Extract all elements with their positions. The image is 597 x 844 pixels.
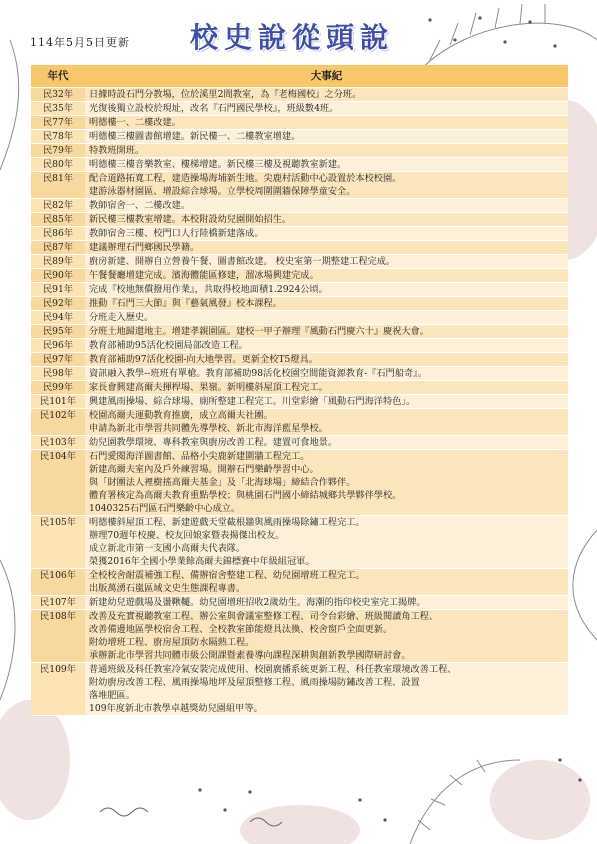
event-line: 廚房新建、開辦自立營養午餐、圖書館改建。 校史室第一期整建工程完成。 — [89, 256, 396, 267]
event-line: 與「財團法人裡樹搖高爾夫基金」及「北海球場」締結合作夥伴。 — [89, 477, 356, 488]
year-cell: 民32年 — [31, 88, 85, 102]
table-row — [31, 227, 568, 241]
table-row — [31, 610, 568, 663]
event-line: 新建高爾夫室內及戶外練習場。開辦石門樂齡學習中心。 — [89, 464, 319, 475]
events-cell — [85, 381, 568, 395]
event-line: 資訊融入教學--班班有單槍。教育部補助98活化校園空間能資源教育-『石門船奇』。 — [89, 368, 427, 379]
event-line: 明德樓斜屋頂工程、新建遊戲天堂截根牆與風雨操場除鏽工程完工。 — [89, 517, 365, 528]
year-cell: 民79年 — [31, 144, 85, 158]
table-row — [31, 213, 568, 227]
year-cell: 民97年 — [31, 353, 85, 367]
events-cell — [85, 283, 568, 297]
event-line: 特教班開班。 — [89, 145, 145, 156]
event-line: 附幼廚房改善工程、風雨操場地坪及屋頂整修工程、風雨操場防鏽改善工程、設置 — [89, 677, 420, 688]
table-row — [31, 199, 568, 213]
year-cell: 民98年 — [31, 367, 85, 381]
event-line: 教師宿舍一、二樓改建。 — [89, 200, 191, 211]
year-cell: 民104年 — [31, 450, 85, 516]
table-row — [31, 450, 568, 516]
event-line: 明德樓一、二樓改建。 — [89, 117, 181, 128]
event-line: 明德樓三樓圖書館增建。新民樓一、二樓教室增建。 — [89, 131, 301, 142]
event-line: 推動『石門三大節』與『藝氣風發』校本課程。 — [89, 298, 282, 309]
event-line: 改善及充實視聽教室工程、辦公室與會議室整修工程、司令台彩繪、班級閱讀角工程、 — [89, 611, 439, 622]
event-line: 109年度新北市教學卓越獎幼兒園組甲等。 — [89, 703, 263, 714]
header-events: 大事紀 — [85, 65, 568, 88]
event-line: 分班土地歸還地主。增建孝親園區。建校一甲子辦理『風動石門慶六十』慶祝大會。 — [89, 326, 429, 337]
events-cell — [85, 241, 568, 255]
events-cell — [85, 409, 568, 436]
table-row — [31, 283, 568, 297]
year-cell: 民35年 — [31, 102, 85, 116]
event-line: 普通班級及科任教室冷氣安裝完成使用、校園廣播系統更新工程、科任教室環境改善工程、 — [89, 664, 457, 675]
events-cell — [85, 116, 568, 130]
table-row — [31, 88, 568, 102]
event-line: 完成『校地無償撥用作業』，共取得校地面積1.2924公頃。 — [89, 284, 328, 295]
event-line: 全校校舍耐震補強工程、備辦宿舍整建工程、幼兒園增班工程完工。 — [89, 570, 365, 581]
events-cell — [85, 158, 568, 172]
year-cell: 民81年 — [31, 172, 85, 199]
year-cell: 民92年 — [31, 297, 85, 311]
events-cell — [85, 353, 568, 367]
event-line: 日據時設石門分教場，位於溪里2間教室，為『老梅國校』之分班。 — [89, 89, 362, 100]
events-cell — [85, 436, 568, 450]
table-row — [31, 395, 568, 409]
year-cell: 民87年 — [31, 241, 85, 255]
table-row — [31, 172, 568, 199]
table-row — [31, 158, 568, 172]
year-cell: 民94年 — [31, 311, 85, 325]
event-line: 明德樓三樓音樂教室、樓梯增建。新民樓三樓及視聽教室新建。 — [89, 159, 347, 170]
year-cell: 民77年 — [31, 116, 85, 130]
table-row — [31, 311, 568, 325]
event-line: 辦理70週年校慶、校友回娘家暨表揚傑出校友。 — [89, 530, 285, 541]
event-line: 成立新北市第一支國小高爾夫代表隊。 — [89, 543, 246, 554]
table-row — [31, 297, 568, 311]
events-cell — [85, 325, 568, 339]
event-line: 教育部補助97活化校園-向大地學習。更新全校T5燈具。 — [89, 354, 318, 365]
events-cell — [85, 311, 568, 325]
year-cell: 民82年 — [31, 199, 85, 213]
table-row — [31, 516, 568, 569]
header-year: 年代 — [31, 65, 85, 88]
events-cell — [85, 367, 568, 381]
year-cell: 民108年 — [31, 610, 85, 663]
event-line: 新民樓三樓教室增建。本校附設幼兒園開始招生。 — [89, 214, 292, 225]
event-line: 出版萬湧石嵐區域文史生態課程專書。 — [89, 583, 246, 594]
events-cell — [85, 395, 568, 409]
year-cell: 民105年 — [31, 516, 85, 569]
event-line: 幼兒園教學環境、專科教室與廚房改善工程。建置可食地景。 — [89, 437, 338, 448]
events-cell — [85, 144, 568, 158]
events-cell — [85, 227, 568, 241]
event-line: 家長會興建高爾夫揮桿場、果嶺。新明樓斜屋頂工程完工。 — [89, 382, 328, 393]
table-row — [31, 353, 568, 367]
event-line: 午餐餐廳增建完成。濱海體能區修建，溜冰場興建完成。 — [89, 270, 319, 281]
event-line: 教師宿舍三樓、校門口人行陸橋新建落成。 — [89, 228, 264, 239]
year-cell: 民101年 — [31, 395, 85, 409]
events-cell — [85, 130, 568, 144]
events-cell — [85, 269, 568, 283]
events-cell — [85, 213, 568, 227]
table-row — [31, 339, 568, 353]
event-line: 校園高爾夫運動教育推廣，成立高爾夫社團。 — [89, 410, 273, 421]
year-cell: 民107年 — [31, 596, 85, 610]
table-row — [31, 255, 568, 269]
event-line: 改善備邊地區學校宿舍工程、全校教室節能燈具汰換、校舍窗戶全面更新。 — [89, 624, 393, 635]
events-cell — [85, 172, 568, 199]
table-header-row — [31, 65, 568, 88]
table-row — [31, 367, 568, 381]
year-cell: 民102年 — [31, 409, 85, 436]
year-cell: 民80年 — [31, 158, 85, 172]
event-line: 承辦新北市學習共同體市級公開課暨素養導向課程深耕與創新教學國際研討會。 — [89, 650, 411, 661]
table-row — [31, 381, 568, 395]
history-table — [31, 65, 568, 716]
events-cell — [85, 199, 568, 213]
events-cell — [85, 610, 568, 663]
event-line: 教育部補助95活化校園局部改造工程。 — [89, 340, 248, 351]
table-row — [31, 436, 568, 450]
events-cell — [85, 516, 568, 569]
year-cell: 民89年 — [31, 255, 85, 269]
year-cell: 民109年 — [31, 663, 85, 716]
table-row — [31, 409, 568, 436]
event-line: 興建風雨操場、綜合球場、廁所整建工程完工。川堂彩繪「風動石門海洋特色」。 — [89, 396, 416, 407]
events-cell — [85, 255, 568, 269]
event-line: 新建幼兒遊戲場及盪鞦韆。幼兒園增班招收2歲幼生。海潮的指印校史室完工揭牌。 — [89, 597, 426, 608]
table-row — [31, 325, 568, 339]
table-row — [31, 116, 568, 130]
year-cell: 民85年 — [31, 213, 85, 227]
events-cell — [85, 339, 568, 353]
event-line: 1040325石門區石門樂齡中心成立。 — [89, 503, 241, 514]
year-cell: 民103年 — [31, 436, 85, 450]
event-line: 光復後獨立設校於現址，改名『石門國民學校』，班級數4班。 — [89, 103, 339, 114]
year-cell: 民78年 — [31, 130, 85, 144]
event-line: 建議辦理石門鄉國民學籍。 — [89, 242, 200, 253]
events-cell — [85, 596, 568, 610]
event-line: 落堆肥區。 — [89, 690, 135, 701]
table-row — [31, 130, 568, 144]
year-cell: 民106年 — [31, 569, 85, 596]
event-line: 配合道路拓寬工程，建造操場海埔新生地。尖鹿村活動中心設置於本校校園。 — [89, 173, 402, 184]
year-cell: 民95年 — [31, 325, 85, 339]
table-row — [31, 569, 568, 596]
event-line: 申請為新北市學習共同體先導學校、新北市海洋藍星學校。 — [89, 423, 328, 434]
event-line: 建游泳器材園區、增設綜合球場。立學校周圍圍牆保障學童安全。 — [89, 186, 356, 197]
events-cell — [85, 450, 568, 516]
year-cell: 民96年 — [31, 339, 85, 353]
events-cell — [85, 663, 568, 716]
event-line: 石門愛閱海洋圖書館、品格小尖鹿新建圍牆工程完工。 — [89, 451, 310, 462]
table-row — [31, 269, 568, 283]
update-date: 114年5月5日更新 — [30, 36, 130, 49]
year-cell: 民86年 — [31, 227, 85, 241]
page-title: 校史說從頭說 — [190, 21, 395, 54]
table-row — [31, 144, 568, 158]
events-cell — [85, 569, 568, 596]
table-row — [31, 102, 568, 116]
table-row — [31, 241, 568, 255]
event-line: 榮獲2016年全國小學業餘高爾夫錦標賽中年級組冠軍。 — [89, 556, 315, 567]
table-body — [31, 88, 568, 716]
year-cell: 民99年 — [31, 381, 85, 395]
table-row — [31, 663, 568, 716]
events-cell — [85, 88, 568, 102]
events-cell — [85, 297, 568, 311]
event-line: 體育署核定為高爾夫教育重點學校；與桃園石門國小締結城鄉共學夥伴學校。 — [89, 490, 402, 501]
events-cell — [85, 102, 568, 116]
year-cell: 民91年 — [31, 283, 85, 297]
table-row — [31, 596, 568, 610]
event-line: 附幼增班工程、廚房屋頂防水隔熱工程。 — [89, 637, 255, 648]
event-line: 分班走入歷史。 — [89, 312, 154, 323]
year-cell: 民90年 — [31, 269, 85, 283]
